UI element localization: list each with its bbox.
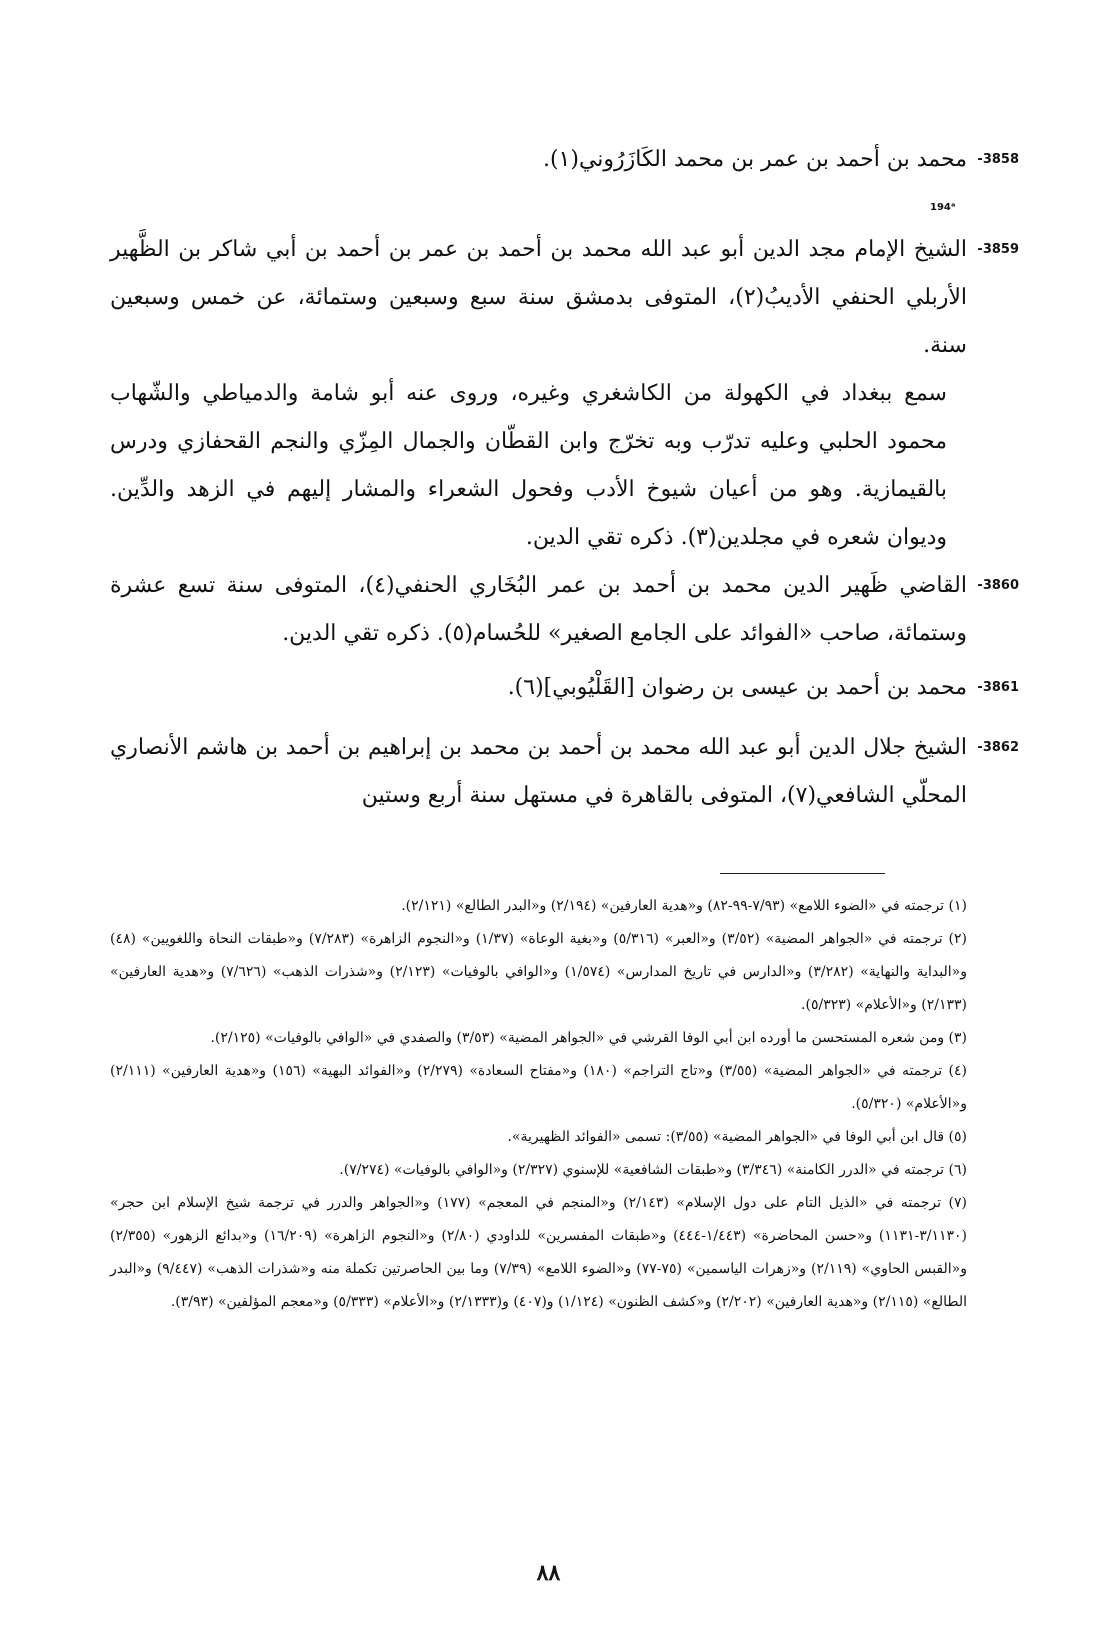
entry-number: 3861- — [977, 680, 1019, 695]
manuscript-folio-marker: 194ᵃ — [930, 202, 956, 213]
entry-3858 — [110, 136, 1019, 184]
entry-3861 — [110, 664, 1019, 712]
footnotes — [110, 890, 967, 1319]
footnote: (٥) قال ابن أبي الوفا في «الجواهر المضية» (٣/٥٥): تسمى «الفوائد الظهيرية». — [507, 1129, 967, 1145]
footnote: (٦) ترجمته في «الدرر الكامنة» (٣/٣٤٦) و«طبقات الشافعية» للإسنوي (٢/٣٢٧) و«الوافي بالوفيات» (٧/٢٧٤). — [339, 1162, 967, 1178]
entry-text: محمد بن أحمد بن عيسى بن رضوان [القَلْيُوبي](٦). — [507, 675, 967, 700]
footnote-divider — [720, 873, 885, 874]
entry-text: الشيخ جلال الدين أبو عبد الله محمد بن أحمد بن محمد بن إبراهيم بن أحمد بن هاشم الأنصاري المحلّي الشافعي(٧)، المتوفى بالقاهرة في مستهل سنة أربع وستين — [110, 735, 967, 808]
footnote: (١) ترجمته في «الضوء اللامع» (٧/٩٣-٩٩-٨٢) و«هدية العارفين» (٢/١٩٤) و«البدر الطالع» (٢/١٢١). — [401, 898, 967, 914]
entry-3860 — [110, 562, 1019, 658]
page-number: ٨٨ — [536, 1560, 561, 1586]
entry-number: 3862- — [977, 740, 1019, 755]
entry-number: 3860- — [977, 578, 1019, 593]
entry-3859 — [110, 226, 1019, 370]
entry-3862 — [110, 724, 1019, 820]
footnote: (٤) ترجمته في «الجواهر المضية» (٣/٥٥) و«تاج التراجم» (١٨٠) و«مفتاح السعادة» (٢/٢٧٩) و«الفوائد البهية» (١٥٦) و«هدية العارفين» (٢/١١١) و«الأعلام» (٥/٣٢٠). — [110, 1063, 967, 1112]
entry-number: 3859- — [977, 242, 1019, 257]
entry-text: القاضي ظَهير الدين محمد بن أحمد بن عمر البُخَاري الحنفي(٤)، المتوفى سنة تسع عشرة وستمائة، صاحب «الفوائد على الجامع الصغير» للحُسام(٥). ذكره تقي الدين. — [110, 573, 967, 646]
footnote: (٣) ومن شعره المستحسن ما أورده ابن أبي الوفا القرشي في «الجواهر المضية» (٣/٥٣) والصفدي في «الوافي بالوفيات» (٢/١٢٥). — [210, 1030, 967, 1046]
paragraph-text: سمع ببغداد في الكهولة من الكاشغري وغيره، وروى عنه أبو شامة والدمياطي والشّهاب محمود الحلبي وعليه تدرّب وبه تخرّج وابن القطّان والجمال المِزّي والنجم القحفازي ودرس بالقيمازية. وهو من أعيان شيوخ الأدب وفحول الشعراء والمشار إليهم في الزهد والدِّين. وديوان شعره في مجلدين(٣). ذكره تقي الدين. — [110, 381, 947, 550]
entry-text: محمد بن أحمد بن عمر بن محمد الكَازَرُوني(١). — [542, 147, 967, 172]
footnote: (٢) ترجمته في «الجواهر المضية» (٣/٥٢) و«العبر» (٥/٣١٦) و«بغية الوعاة» (١/٣٧) و«النجوم الزاهرة» (٧/٢٨٣) و«طبقات النحاة واللغويين» (٤٨) و«البداية والنهاية» (٣/٢٨٢) و«الدارس في تاريخ المدارس» (١/٥٧٤) و«الوافي بالوفيات» (٢/١٢٣) و«شذرات الذهب» (٧/٦٢٦) و«هدية العارفين» (٢/١٣٣) و«الأعلام» (٥/٣٢٣). — [110, 931, 968, 1013]
entry-3859-paragraph — [110, 370, 947, 562]
entry-number: 3858- — [977, 152, 1019, 167]
entry-text: الشيخ الإمام مجد الدين أبو عبد الله محمد بن أحمد بن عمر بن أحمد بن أبي شاكر بن الظَّهير الأربلي الحنفي الأديبُ(٢)، المتوفى بدمشق سنة سبع وسبعين وستمائة، عن خمس وسبعين سنة. — [110, 237, 967, 358]
footnote: (٧) ترجمته في «الذيل التام على دول الإسلام» (٢/١٤٣) و«المنجم في المعجم» (١٧٧) و«الجواهر والدرر في ترجمة شيخ الإسلام ابن حجر» (٣/١١٣٠-١١٣١) و«حسن المحاضرة» (١/٤٤٣-٤٤٤) و«طبقات المفسرين» للداودي (٢/٨٠) و«النجوم الزاهرة» (١٦/٢٠٩) و«بدائع الزهور» (٢/٣٥٥) و«القبس الحاوي» (٢/١١٩) و«زهرات الياسمين» (٧٥-٧٧) و«الضوء اللامع» (٧/٣٩) وما بين الحاصرتين تكملة منه و«شذرات الذهب» (٩/٤٤٧) و«البدر الطالع» (٢/١١٥) و«هدية العارفين» (٢/٢٠٢) و«كشف الظنون» (١/١٢٤) و(٤٠٧) و(٢/١٣٣٣) و«الأعلام» (٥/٣٣٣) و«معجم المؤلفين» (٣/٩٣). — [110, 1195, 968, 1310]
